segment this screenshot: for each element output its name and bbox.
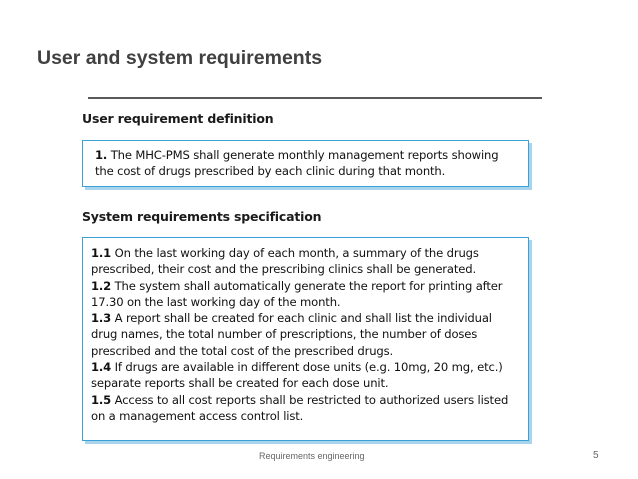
requirement-text: If drugs are available in different dose units (e.g. 10mg, 20 mg, etc.) separate reports shall be created for each dose unit.: [91, 360, 503, 391]
system-requirement-item: [91, 392, 520, 425]
system-requirement-item: [91, 310, 520, 359]
requirement-number: 1.1: [91, 246, 112, 260]
requirement-number: 1.2: [91, 278, 112, 293]
footer-label: Requirements engineering: [259, 451, 365, 461]
requirement-text: The system shall automatically generate the report for printing after 17.30 on the last working day of the month.: [91, 278, 503, 309]
system-requirements-heading: System requirements specification: [82, 209, 322, 224]
system-requirement-item: [91, 359, 520, 392]
system-requirements-box: [82, 237, 529, 441]
system-requirement-item: [91, 278, 520, 311]
user-requirement-box: [82, 140, 529, 187]
page-number: 5: [593, 450, 599, 461]
system-requirements-text: [91, 245, 520, 424]
user-requirement-text: [95, 147, 520, 180]
requirement-number: 1.3: [91, 311, 112, 326]
system-requirement-item: [91, 245, 520, 278]
requirement-text: A report shall be created for each clinic and shall list the individual drug names, the total number of prescriptions, the number of doses prescribed and the total cost of the prescribed drugs.: [91, 311, 492, 358]
requirement-text: Access to all cost reports shall be restricted to authorized users listed on a management access control list.: [91, 392, 509, 423]
requirement-number: 1.4: [91, 360, 112, 375]
requirement-text: The MHC-PMS shall generate monthly management reports showing the cost of drugs prescribed by each clinic during that month.: [95, 148, 499, 179]
requirement-number: 1.: [95, 148, 108, 162]
requirement-text: On the last working day of each month, a summary of the drugs prescribed, their cost and the prescribing clinics shall be generated.: [91, 246, 479, 277]
slide-title: User and system requirements: [37, 47, 323, 69]
user-requirement-heading: User requirement definition: [82, 111, 274, 126]
requirement-number: 1.5: [91, 392, 112, 407]
user-requirement-item: [95, 147, 520, 180]
title-divider: [88, 97, 542, 99]
